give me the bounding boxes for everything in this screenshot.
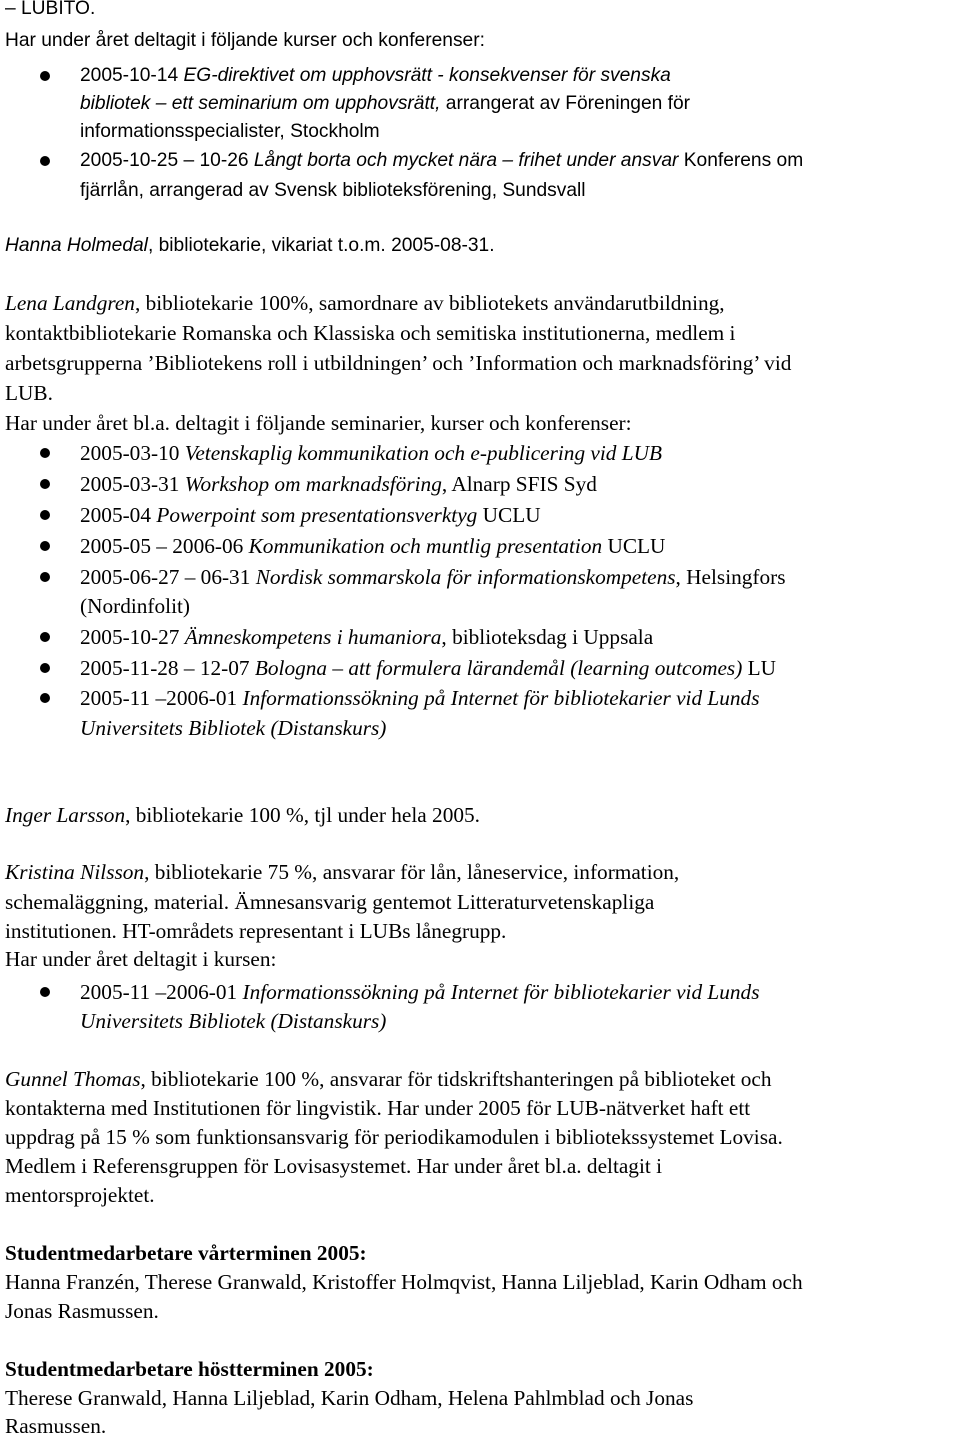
hanna-paragraph: Hanna Holmedal, bibliotekarie, vikariat t.o.m. 2005-08-31.	[5, 235, 495, 256]
autumn-line-2: Rasmussen.	[5, 1414, 107, 1438]
kristina-line-3: institutionen. HT-områdets representant i LUBs lånegrupp.	[5, 919, 507, 943]
gunnel-line-5: mentorsprojektet.	[5, 1183, 155, 1207]
bullet-icon	[40, 693, 50, 703]
kristina-line-2: schemaläggning, material. Ämnesansvarig gentemot Litteraturvetenskapliga	[5, 890, 655, 914]
list-item-cont: Universitets Bibliotek (Distanskurs)	[80, 1009, 387, 1033]
top-intro: Har under året deltagit i följande kurser och konferenser:	[5, 30, 485, 51]
bullet-icon	[40, 987, 50, 997]
list-item-cont: Universitets Bibliotek (Distanskurs)	[80, 716, 387, 740]
bullet-icon	[40, 632, 50, 642]
lena-line-2: kontaktbibliotekarie Romanska och Klassiska och semitiska institutionerna, medlem i	[5, 321, 736, 345]
gunnel-line-4: Medlem i Referensgruppen för Lovisasystemet. Har under året bl.a. deltagit i	[5, 1154, 663, 1178]
inger-paragraph: Inger Larsson, bibliotekarie 100 %, tjl under hela 2005.	[5, 803, 480, 827]
lena-line-1: Lena Landgren, bibliotekarie 100%, samordnare av bibliotekets användarutbildning,	[5, 291, 725, 315]
autumn-line-1: Therese Granwald, Hanna Liljeblad, Karin Odham, Helena Pahlmblad och Jonas	[5, 1386, 694, 1410]
list-item: 2005-03-10 Vetenskaplig kommunikation och e-publicering vid LUB	[80, 441, 663, 465]
lena-intro: Har under året bl.a. deltagit i följande seminarier, kurser och konferenser:	[5, 411, 632, 435]
spring-line-2: Jonas Rasmussen.	[5, 1299, 159, 1323]
gunnel-line-1: Gunnel Thomas, bibliotekarie 100 %, ansvarar för tidskriftshanteringen på biblioteket och	[5, 1067, 772, 1091]
lena-line-3: arbetsgrupperna ’Bibliotekens roll i utbildningen’ och ’Information och marknadsföring’ vid	[5, 351, 792, 375]
list-item-cont: (Nordinfolit)	[80, 594, 191, 618]
list-item: 2005-10-25 – 10-26 Långt borta och mycket nära – frihet under ansvar Konferens om	[80, 150, 804, 171]
list-item: 2005-06-27 – 06-31 Nordisk sommarskola för informationskompetens, Helsingfors	[80, 565, 786, 589]
kristina-line-1: Kristina Nilsson, bibliotekarie 75 %, ansvarar för lån, låneservice, information,	[5, 860, 680, 884]
bullet-icon	[40, 663, 50, 673]
list-item-cont: fjärrlån, arrangerad av Svensk biblioteksförening, Sundsvall	[80, 180, 586, 201]
list-item: 2005-11-28 – 12-07 Bologna – att formulera lärandemål (learning outcomes) LU	[80, 656, 777, 680]
autumn-heading: Studentmedarbetare höstterminen 2005:	[5, 1357, 374, 1381]
kristina-intro: Har under året deltagit i kursen:	[5, 947, 277, 971]
spring-heading: Studentmedarbetare vårterminen 2005:	[5, 1241, 367, 1265]
list-item-cont: bibliotek – ett seminarium om upphovsrätt, arrangerat av Föreningen för	[80, 93, 691, 114]
spring-line-1: Hanna Franzén, Therese Granwald, Kristoffer Holmqvist, Hanna Liljeblad, Karin Odham och	[5, 1270, 803, 1294]
list-item-cont: informationsspecialister, Stockholm	[80, 121, 380, 142]
list-item: 2005-04 Powerpoint som presentationsverktyg UCLU	[80, 503, 541, 527]
bullet-icon	[40, 156, 50, 166]
list-item: 2005-11 –2006-01 Informationssökning på Internet för bibliotekarier vid Lunds	[80, 980, 760, 1004]
lubito-line: – LUBITO.	[5, 0, 96, 19]
bullet-icon	[40, 479, 50, 489]
list-item: 2005-10-27 Ämneskompetens i humaniora, biblioteksdag i Uppsala	[80, 625, 654, 649]
bullet-icon	[40, 541, 50, 551]
lena-line-4: LUB.	[5, 381, 53, 405]
bullet-icon	[40, 572, 50, 582]
bullet-icon	[40, 71, 50, 81]
bullet-icon	[40, 448, 50, 458]
gunnel-line-3: uppdrag på 15 % som funktionsansvarig för periodikamodulen i bibliotekssystemet Lovisa.	[5, 1125, 783, 1149]
gunnel-line-2: kontakterna med Institutionen för lingvistik. Har under 2005 för LUB-nätverket haft ett	[5, 1096, 751, 1120]
list-item: 2005-05 – 2006-06 Kommunikation och muntlig presentation UCLU	[80, 534, 666, 558]
bullet-icon	[40, 510, 50, 520]
list-item: 2005-03-31 Workshop om marknadsföring, Alnarp SFIS Syd	[80, 472, 597, 496]
list-item: 2005-11 –2006-01 Informationssökning på Internet för bibliotekarier vid Lunds	[80, 686, 760, 710]
list-item: 2005-10-14 EG-direktivet om upphovsrätt - konsekvenser för svenska	[80, 65, 671, 86]
